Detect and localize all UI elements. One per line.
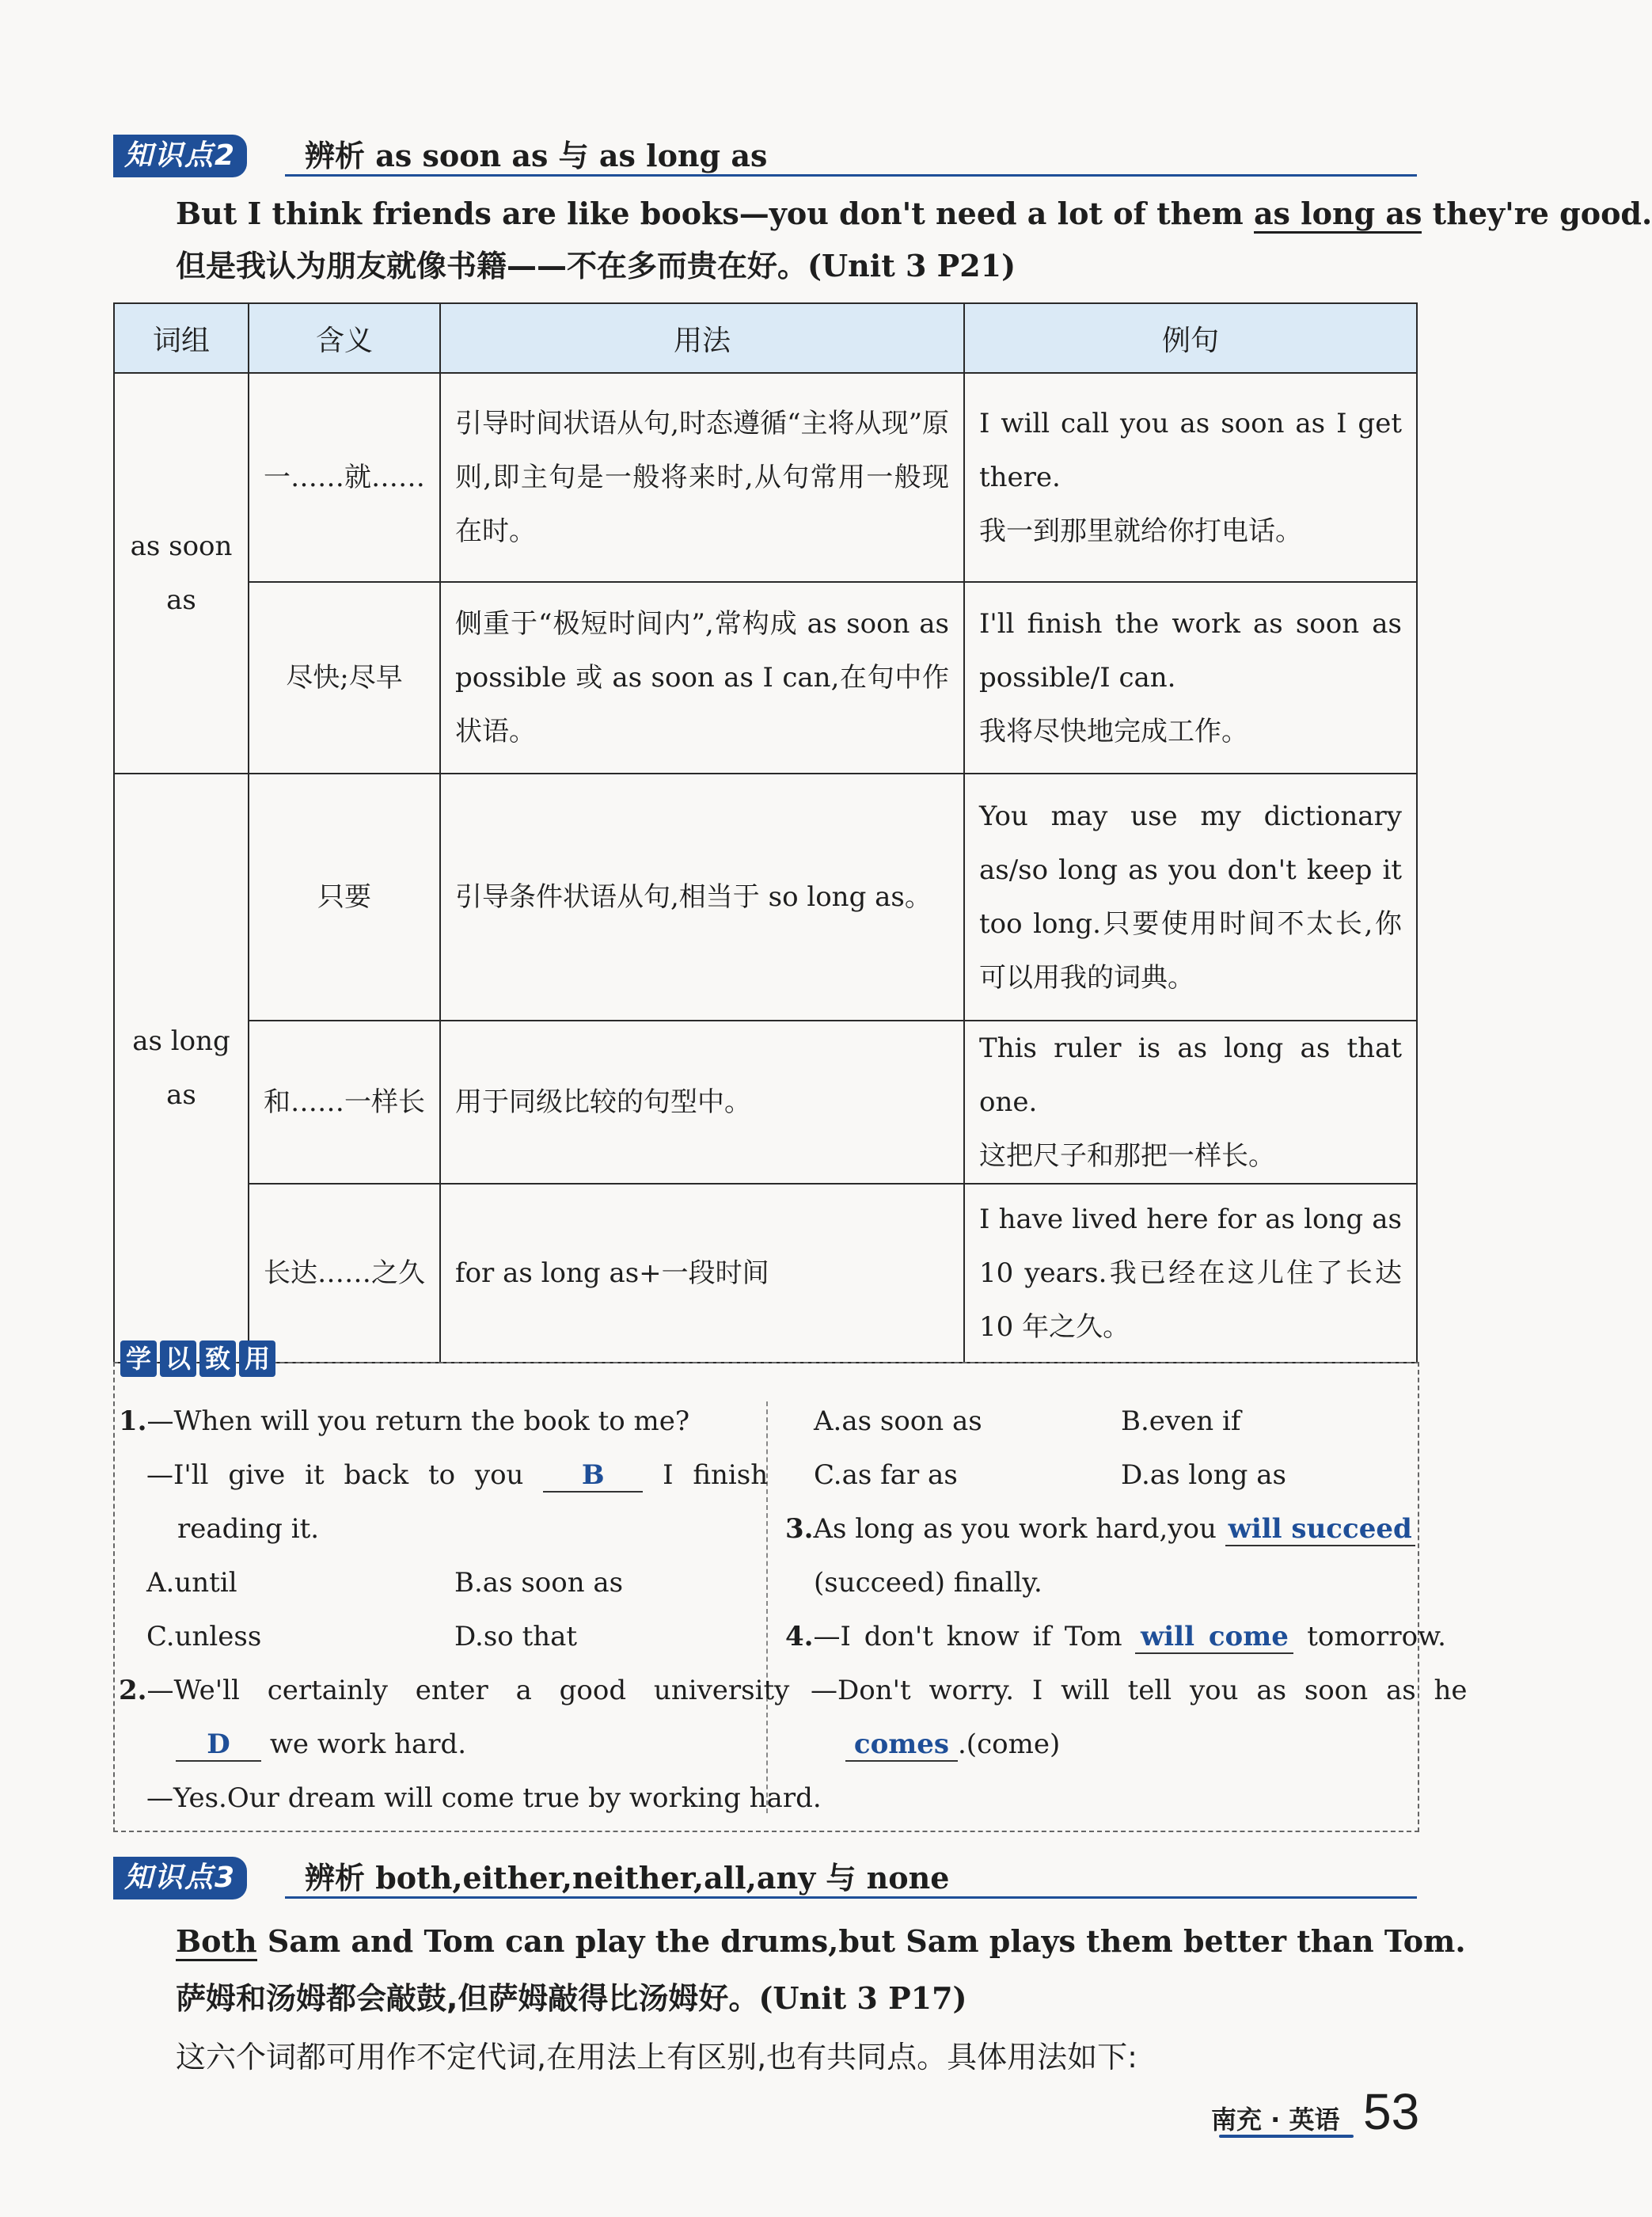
header-phrase: 词组	[114, 303, 249, 373]
badge-char: 以	[160, 1340, 196, 1377]
section3-body: 这六个词都可用作不定代词,在用法上有区别,也有共同点。具体用法如下:	[176, 2040, 1137, 2074]
q2-option-c: C.as far as	[814, 1459, 958, 1491]
badge-char: 致	[199, 1340, 236, 1377]
table-header-row	[114, 303, 1417, 373]
usage-cell: 引导条件状语从句,相当于 so long as。	[440, 774, 964, 1021]
q4-answer2-blank[interactable]: comes	[845, 1728, 958, 1762]
meaning-cell: 尽快;尽早	[249, 582, 440, 774]
badge-char: 学	[120, 1340, 157, 1377]
phrase-as-soon-as: as soon as	[114, 373, 249, 774]
q1-number: 1.	[119, 1405, 147, 1437]
q2-number: 2.	[119, 1675, 147, 1706]
sentence-post: Sam and Tom can play the drums,but Sam plays them better than Tom.	[256, 1923, 1466, 1959]
meaning-cell: 一……就……	[249, 373, 440, 582]
q1-text-pre: —I'll give it back to you	[146, 1459, 524, 1491]
q4-prompt: —I don't know if Tom	[813, 1621, 1122, 1652]
unit-reference: (Unit 3 P21)	[807, 248, 1016, 283]
q1-prompt: —When will you return the book to me?	[146, 1405, 690, 1437]
section3-sentence	[176, 1919, 1466, 1964]
section2-rule	[285, 174, 1417, 177]
table-row	[114, 1021, 1417, 1184]
q1-option-d: D.so that	[454, 1621, 578, 1652]
footer-underline	[1219, 2135, 1354, 2138]
section2-title: 辨析 as soon as 与 as long as	[305, 138, 768, 173]
usage-cell: for as long as+一段时间	[440, 1184, 964, 1363]
badge-char: 用	[239, 1340, 275, 1377]
q2-text-post: we work hard.	[269, 1728, 467, 1760]
table-row	[114, 774, 1417, 1021]
unit-reference: (Unit 3 P17)	[758, 1980, 967, 2016]
meaning-cell: 长达……之久	[249, 1184, 440, 1363]
section3-translation	[176, 1976, 967, 2021]
q1-text-post: I finish	[663, 1459, 769, 1491]
q3-number: 3.	[785, 1513, 814, 1545]
header-usage: 用法	[440, 303, 964, 373]
example-cn: 我将尽快地完成工作。	[979, 716, 1248, 747]
translation-text: 但是我认为朋友就像书籍——不在多而贵在好。	[176, 249, 808, 283]
q1-option-c: C.unless	[146, 1621, 262, 1652]
example-cn: 这把尺子和那把一样长。	[979, 1140, 1275, 1172]
q4-line1	[785, 1617, 1446, 1656]
q3-prompt: As long as you work hard,you	[813, 1513, 1217, 1545]
q4-text-post: tomorrow.	[1307, 1621, 1446, 1652]
meaning-cell: 和……一样长	[249, 1021, 440, 1184]
sentence-underlined: Both	[176, 1923, 257, 1961]
q1-line3: reading it.	[177, 1513, 320, 1545]
q4-number: 4.	[785, 1621, 814, 1652]
example-cn: 我一到那里就给你打电话。	[979, 515, 1302, 547]
page-number: 53	[1363, 2083, 1420, 2140]
q1-answer-blank[interactable]: B	[543, 1459, 643, 1493]
usage-cell: 侧重于“极短时间内”,常构成 as soon as possible 或 as soon as I can,在句中作状语。	[440, 582, 964, 774]
example-cell	[964, 1021, 1417, 1184]
q2-line1	[119, 1671, 789, 1710]
q2-option-b: B.even if	[1121, 1405, 1241, 1437]
q1-line2	[146, 1455, 768, 1495]
q4-text-post2: .(come)	[958, 1728, 1061, 1760]
translation-text: 萨姆和汤姆都会敲鼓,但萨姆敲得比汤姆好。	[176, 1981, 759, 2016]
footer-label: 南充 · 英语	[1211, 2105, 1340, 2135]
q2-line3: —Yes.Our dream will come true by working hard.	[146, 1782, 822, 1814]
example-cell	[964, 1184, 1417, 1363]
section2-badge: 知识点2	[113, 135, 247, 177]
sentence-underlined: as long as	[1254, 196, 1422, 234]
sentence-pre: But I think friends are like books—you don't need a lot of them	[176, 196, 1254, 231]
q4-line3	[845, 1725, 1060, 1764]
q3-line2: (succeed) finally.	[814, 1567, 1042, 1599]
example-cell	[964, 373, 1417, 582]
sentence-post: they're good.	[1422, 196, 1652, 231]
q2-option-a: A.as soon as	[814, 1405, 982, 1437]
section3-title: 辨析 both,either,neither,all,any 与 none	[305, 1860, 950, 1896]
comparison-table	[113, 302, 1418, 1363]
example-en: I'll finish the work as soon as possible/I can.	[979, 608, 1402, 694]
table-row	[114, 582, 1417, 774]
section3-badge: 知识点3	[113, 1857, 247, 1899]
section3-rule	[285, 1896, 1417, 1899]
example-cell	[964, 774, 1417, 1021]
example-en: This ruler is as long as that one.	[979, 1032, 1402, 1118]
section2-translation	[176, 244, 1016, 288]
table-row	[114, 373, 1417, 582]
q2-prompt: —We'll certainly enter a good university	[146, 1675, 790, 1706]
header-meaning: 含义	[249, 303, 440, 373]
q3-answer-blank[interactable]: will succeed	[1225, 1513, 1415, 1546]
example-cn: 我已经在这儿住了长达 10 年之久。	[979, 1257, 1402, 1343]
example-en: You may use my dictionary as/so long as you don't keep it too long.	[979, 800, 1402, 940]
q2-option-d: D.as long as	[1121, 1459, 1286, 1491]
q4-answer1-blank[interactable]: will come	[1135, 1621, 1293, 1654]
example-en: I have lived here for as long as 10 years.	[979, 1204, 1402, 1289]
q4-line2: —Don't worry. I will tell you as soon as he	[811, 1675, 1468, 1706]
section2-sentence	[176, 192, 1652, 236]
q2-answer-blank[interactable]: D	[176, 1728, 261, 1762]
q1-option-a: A.until	[146, 1567, 237, 1599]
header-example: 例句	[964, 303, 1417, 373]
meaning-cell: 只要	[249, 774, 440, 1021]
example-cell	[964, 582, 1417, 774]
q3-line1	[785, 1509, 1415, 1549]
usage-cell: 用于同级比较的句型中。	[440, 1021, 964, 1184]
table-row	[114, 1184, 1417, 1363]
phrase-as-long-as: as long as	[114, 774, 249, 1363]
example-en: I will call you as soon as I get there.	[979, 408, 1402, 493]
usage-cell: 引导时间状语从句,时态遵循“主将从现”原则,即主句是一般将来时,从句常用一般现在时。	[440, 373, 964, 582]
example-cn: 只要使用时间不太长,你可以用我的词典。	[979, 908, 1402, 994]
practice-badge	[120, 1340, 275, 1380]
q1-option-b: B.as soon as	[454, 1567, 624, 1599]
q1-line1	[119, 1401, 689, 1441]
q2-line2	[176, 1725, 466, 1764]
